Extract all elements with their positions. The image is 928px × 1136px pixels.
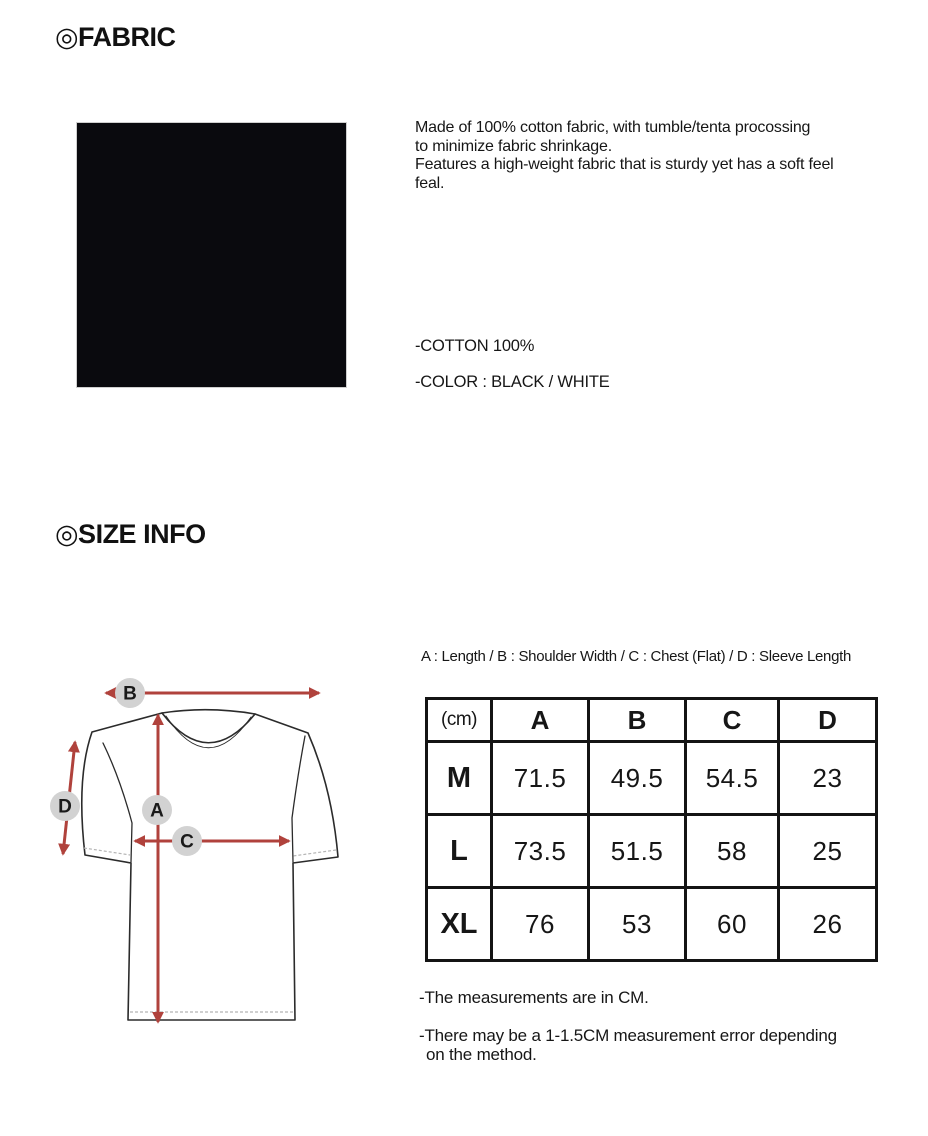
- value-cell: 58: [686, 815, 779, 888]
- fabric-description-line: feal.: [415, 174, 445, 192]
- label-C: C: [180, 831, 194, 853]
- unit-header-cell: (cm): [427, 699, 492, 742]
- value-cell: 23: [779, 742, 877, 815]
- value-cell: 71.5: [492, 742, 589, 815]
- value-cell: 54.5: [686, 742, 779, 815]
- table-row-M: [427, 742, 877, 815]
- note-line: -The measurements are in CM.: [419, 988, 649, 1007]
- value-cell: 53: [589, 888, 686, 961]
- fabric-color-text: -COLOR : BLACK / WHITE: [415, 373, 610, 391]
- fabric-description-line: to minimize fabric shrinkage.: [415, 137, 612, 155]
- value-cell: 49.5: [589, 742, 686, 815]
- size-table-header-row: [427, 699, 877, 742]
- value-cell: 73.5: [492, 815, 589, 888]
- value-cell: 51.5: [589, 815, 686, 888]
- column-header-A: A: [492, 699, 589, 742]
- measurement-note-cm: [419, 988, 649, 1007]
- tshirt-measurement-diagram: [40, 648, 380, 1040]
- size-label-XL: XL: [427, 888, 492, 961]
- value-cell: 26: [779, 888, 877, 961]
- fabric-swatch-image: [76, 122, 347, 388]
- size-section-title: ◎SIZE INFO: [55, 519, 206, 549]
- fabric-description-line: Made of 100% cotton fabric, with tumble/tenta procossing: [415, 119, 811, 136]
- table-row-XL: [427, 888, 877, 961]
- label-B: B: [123, 683, 137, 705]
- value-cell: 60: [686, 888, 779, 961]
- value-cell: 76: [492, 888, 589, 961]
- label-D: D: [58, 796, 72, 818]
- fabric-composition-text: -COTTON 100%: [415, 337, 535, 355]
- note-line: on the method.: [426, 1045, 537, 1064]
- column-header-D: D: [779, 699, 877, 742]
- note-line: -There may be a 1-1.5CM measurement error depending: [419, 1026, 837, 1045]
- measurement-note-error: [419, 1026, 837, 1064]
- fabric-section-title: ◎FABRIC: [55, 22, 176, 52]
- fabric-description-line: Features a high-weight fabric that is sturdy yet has a soft feel: [415, 156, 834, 173]
- size-label-L: L: [427, 815, 492, 888]
- value-cell: 25: [779, 815, 877, 888]
- size-table: [425, 697, 878, 962]
- table-row-L: [427, 815, 877, 888]
- column-header-B: B: [589, 699, 686, 742]
- size-label-M: M: [427, 742, 492, 815]
- size-legend-text: A : Length / B : Shoulder Width / C : Chest (Flat) / D : Sleeve Length: [421, 648, 852, 665]
- fabric-description: [415, 119, 834, 193]
- label-A: A: [150, 800, 164, 822]
- tshirt-silhouette: [82, 710, 338, 1020]
- column-header-C: C: [686, 699, 779, 742]
